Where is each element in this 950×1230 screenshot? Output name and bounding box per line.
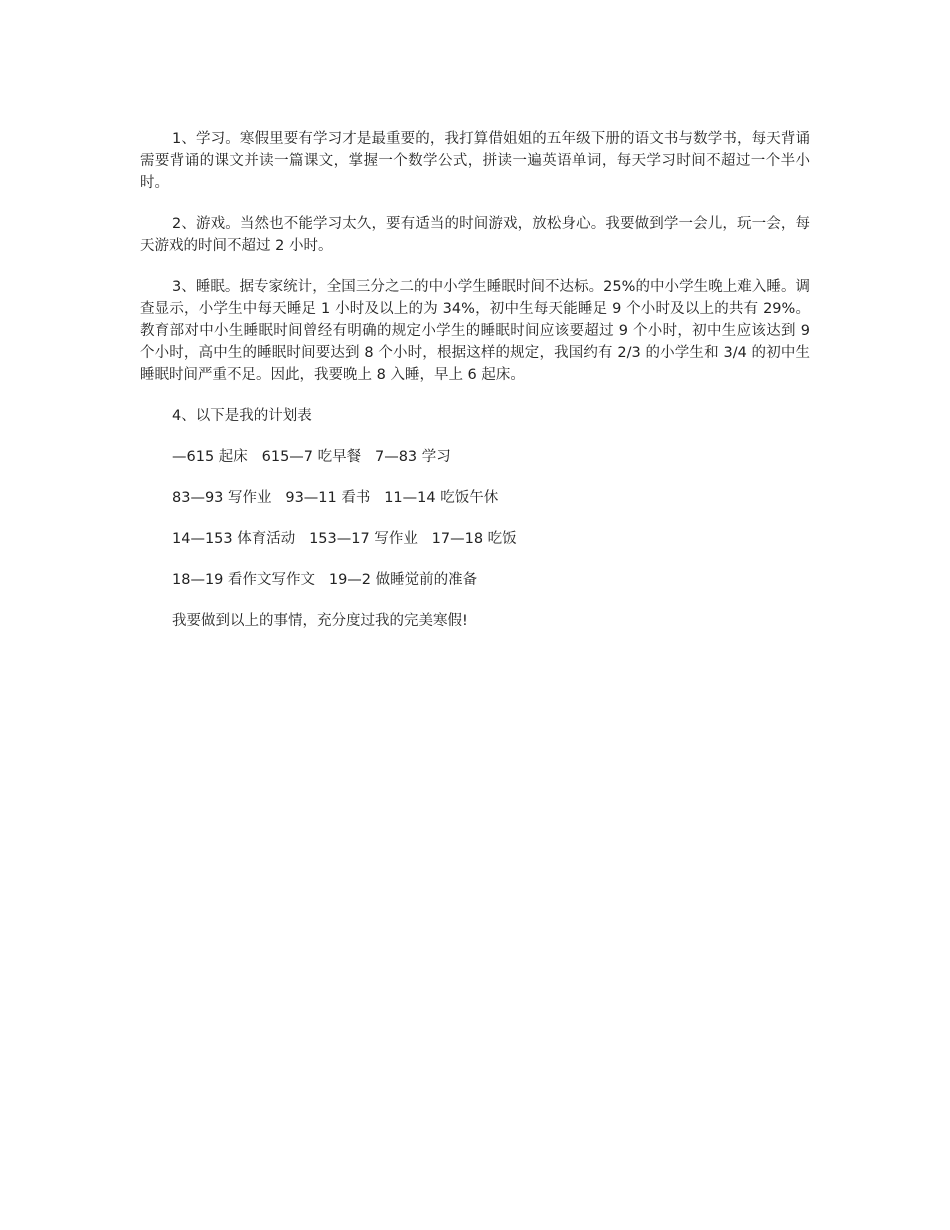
schedule-item: 11—14 吃饭午休 xyxy=(384,490,499,506)
schedule-item: 7—83 学习 xyxy=(374,449,451,465)
schedule-row-3 xyxy=(172,528,810,550)
closing-sentence: 我要做到以上的事情，充分度过我的完美寒假! xyxy=(172,613,468,629)
schedule-row-2 xyxy=(172,487,810,509)
schedule-row-1 xyxy=(172,446,810,468)
schedule-item: 93—11 看书 xyxy=(285,490,371,506)
document-page xyxy=(140,128,810,651)
schedule-item: 83—93 写作业 xyxy=(172,490,272,506)
paragraph-study: 1、学习。寒假里要有学习才是最重要的，我打算借姐姐的五年级下册的语文书与数学书，每天背诵需要背诵的课文并读一篇课文，掌握一个数学公式，拼读一遍英语单词，每天学习时间不超过一个半小时。 xyxy=(140,131,810,191)
schedule-item: —615 起床 xyxy=(172,449,248,465)
paragraph-sleep: 3、睡眠。据专家统计，全国三分之二的中小学生睡眠时间不达标。25%的中小学生晚上难入睡。调查显示，小学生中每天睡足 1 小时及以上的为 34%，初中生每天能睡足 9 个小时及以上的共有 29%。教育部对中小生睡眠时间曾经有明确的规定小学生的睡眠时间应该要超过 9 个小时，初中生应该达到 9 个小时，高中生的睡眠时间要达到 8 个小时，根据这样的规定，我国约有 2/3 的小学生和 3/4 的初中生睡眠时间严重不足。因此，我要晚上 8 入睡，早上 6 起床。 xyxy=(140,279,810,383)
paragraph-game: 2、游戏。当然也不能学习太久，要有适当的时间游戏，放松身心。我要做到学一会儿，玩一会，每天游戏的时间不超过 2 小时。 xyxy=(140,216,810,254)
schedule-item: 153—17 写作业 xyxy=(309,531,418,547)
schedule-item: 18—19 看作文写作文 xyxy=(172,572,316,588)
schedule-row-4 xyxy=(172,569,810,591)
schedule-item: 14—153 体育活动 xyxy=(172,531,296,547)
schedule-item: 19—2 做睡觉前的准备 xyxy=(328,572,478,588)
paragraph-schedule-intro: 4、以下是我的计划表 xyxy=(172,408,312,424)
schedule-item: 17—18 吃饭 xyxy=(431,531,517,547)
schedule-item: 615—7 吃早餐 xyxy=(261,449,362,465)
